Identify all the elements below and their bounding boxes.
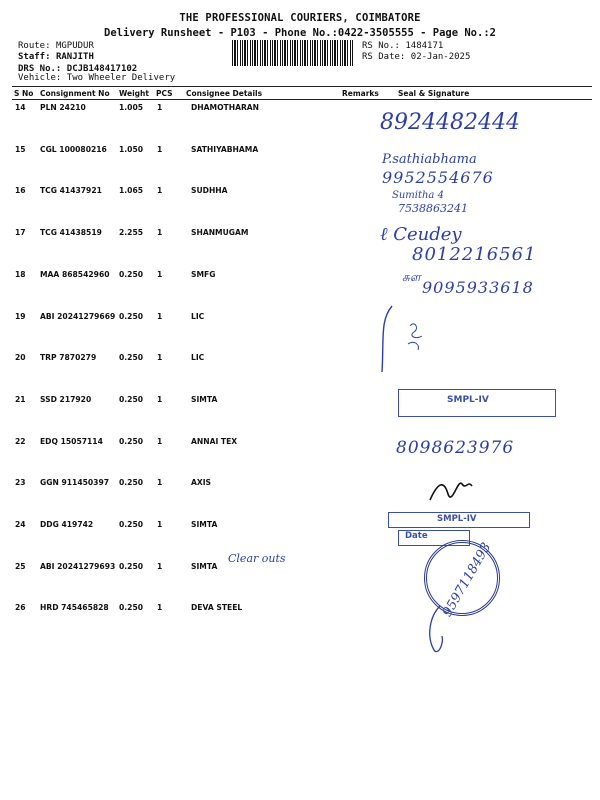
date-stamp-row-24: Date: [398, 530, 470, 546]
cell-weight: 0.250: [119, 437, 144, 446]
col-pcs: PCS: [156, 89, 173, 98]
table-row: [0, 603, 600, 615]
cell-consignment: GGN 911450397: [40, 478, 110, 487]
rs-no-label: RS No.:: [362, 41, 400, 51]
cell-consignment: SSD 217920: [40, 395, 92, 404]
cell-pcs: 1: [157, 520, 163, 529]
cell-pcs: 1: [157, 603, 163, 612]
rs-date-line: [362, 52, 470, 62]
col-sno: S No: [14, 89, 34, 98]
signature-row-15-phone: 9952554676: [382, 168, 494, 187]
col-remarks: Remarks: [342, 89, 379, 98]
cell-consignee: LIC: [191, 312, 205, 321]
cell-weight: 1.050: [119, 145, 144, 154]
cell-pcs: 1: [157, 270, 163, 279]
table-row: [0, 186, 600, 198]
table-header-rule: [12, 99, 592, 100]
signature-row-23: [425, 470, 475, 510]
col-weight: Weight: [119, 89, 149, 98]
cell-pcs: 1: [157, 478, 163, 487]
cell-weight: 0.250: [119, 353, 144, 362]
bracket-signature-19-20: [370, 300, 430, 380]
cell-weight: 0.250: [119, 270, 144, 279]
cell-sno: 20: [15, 353, 26, 362]
cell-weight: 0.250: [119, 312, 144, 321]
table-top-rule: [12, 86, 592, 87]
signature-row-15-name: P.sathiabhama: [382, 152, 477, 167]
signature-row-22-phone: 8098623976: [396, 438, 515, 458]
signature-row-26: [420, 600, 460, 660]
signature-row-16-phone: 7538863241: [398, 202, 468, 215]
table-row: [0, 312, 600, 324]
cell-sno: 22: [15, 437, 26, 446]
route-line: [18, 41, 94, 51]
drs-label: DRS No.:: [18, 64, 62, 74]
company-title: THE PROFESSIONAL COURIERS, COIMBATORE: [179, 12, 421, 24]
cell-pcs: 1: [157, 395, 163, 404]
cell-consignee: LIC: [191, 353, 205, 362]
cell-sno: 26: [15, 603, 26, 612]
cell-sno: 21: [15, 395, 26, 404]
cell-pcs: 1: [157, 145, 163, 154]
remark-row-25: Clear outs: [228, 552, 286, 565]
signature-row-17: ℓ Ceudey: [380, 224, 462, 245]
table-row: [0, 228, 600, 240]
cell-consignee: DHAMOTHARAN: [191, 103, 260, 112]
table-row: [0, 478, 600, 490]
cell-sno: 23: [15, 478, 26, 487]
rs-date-label: RS Date:: [362, 52, 406, 62]
cell-pcs: 1: [157, 562, 163, 571]
cell-sno: 16: [15, 186, 26, 195]
signature-row-18-phone: 9095933618: [422, 278, 534, 297]
cell-sno: 15: [15, 145, 26, 154]
cell-consignment: ABI 20241279693: [40, 562, 116, 571]
cell-pcs: 1: [157, 186, 163, 195]
cell-consignment: MAA 868542960: [40, 270, 110, 279]
vehicle-value: Two Wheeler Delivery: [66, 73, 176, 83]
table-row: [0, 353, 600, 365]
cell-consignment: DDG 419742: [40, 520, 94, 529]
cell-pcs: 1: [157, 228, 163, 237]
cell-weight: 0.250: [119, 520, 144, 529]
cell-weight: 1.065: [119, 186, 144, 195]
table-row: [0, 562, 600, 574]
cell-consignment: TCG 41437921: [40, 186, 102, 195]
cell-pcs: 1: [157, 353, 163, 362]
signature-row-26-phone: 9597118493: [440, 540, 495, 620]
cell-sno: 24: [15, 520, 26, 529]
cell-consignee: SATHIYABHAMA: [191, 145, 259, 154]
cell-pcs: 1: [157, 103, 163, 112]
staff-value: RANJITH: [55, 52, 94, 62]
signature-row-16-name: Sumitha 4: [392, 190, 444, 201]
cell-consignment: PLN 24210: [40, 103, 86, 112]
cell-consignment: CGL 100080216: [40, 145, 107, 154]
drs-value: DCJB148417102: [66, 64, 138, 74]
smpl-stamp-row-21: SMPL-IV: [398, 389, 556, 417]
cell-consignee: SIMTA: [191, 395, 218, 404]
staff-line: [18, 52, 94, 62]
cell-sno: 25: [15, 562, 26, 571]
cell-sno: 19: [15, 312, 26, 321]
cell-consignee: SIMTA: [191, 520, 218, 529]
rs-no-line: [362, 41, 443, 51]
cell-consignee: SMFG: [191, 270, 216, 279]
signature-row-14: 8924482444: [380, 110, 520, 135]
cell-weight: 1.005: [119, 103, 144, 112]
cell-consignment: HRD 745465828: [40, 603, 109, 612]
col-consignment: Consignment No: [40, 89, 110, 98]
cell-weight: 0.250: [119, 562, 144, 571]
cell-consignee: SIMTA: [191, 562, 218, 571]
col-consignee: Consignee Details: [186, 89, 263, 98]
cell-consignment: EDQ 15057114: [40, 437, 103, 446]
cell-consignment: TCG 41438519: [40, 228, 102, 237]
cell-pcs: 1: [157, 437, 163, 446]
smpl-stamp-row-24: SMPL-IV: [388, 512, 530, 528]
cell-weight: 2.255: [119, 228, 144, 237]
rs-no-value: 1484171: [405, 41, 444, 51]
cell-pcs: 1: [157, 312, 163, 321]
cell-weight: 0.250: [119, 478, 144, 487]
runsheet-title: Delivery Runsheet - P103 - Phone No.:0422-3505555 - Page No.:2: [104, 27, 496, 39]
cell-weight: 0.250: [119, 395, 144, 404]
cell-consignment: ABI 20241279669: [40, 312, 116, 321]
signature-row-18-mark: சுள: [402, 270, 421, 284]
cell-consignee: DEVA STEEL: [191, 603, 243, 612]
cell-consignee: SHANMUGAM: [191, 228, 249, 237]
route-label: Route:: [18, 41, 51, 51]
cell-consignee: ANNAI TEX: [191, 437, 238, 446]
cell-sno: 14: [15, 103, 26, 112]
route-value: MGPUDUR: [55, 41, 94, 51]
vehicle-line: [18, 73, 175, 83]
cell-sno: 18: [15, 270, 26, 279]
vehicle-label: Vehicle:: [18, 73, 62, 83]
signature-row-17-phone: 8012216561: [412, 244, 537, 265]
cell-weight: 0.250: [119, 603, 144, 612]
cell-consignment: TRP 7870279: [40, 353, 97, 362]
barcode: [232, 40, 354, 66]
cell-consignee: SUDHHA: [191, 186, 228, 195]
table-row: [0, 145, 600, 157]
cell-consignee: AXIS: [191, 478, 212, 487]
rs-date-value: 02-Jan-2025: [410, 52, 471, 62]
cell-sno: 17: [15, 228, 26, 237]
col-seal-signature: Seal & Signature: [398, 89, 470, 98]
staff-label: Staff:: [18, 52, 51, 62]
